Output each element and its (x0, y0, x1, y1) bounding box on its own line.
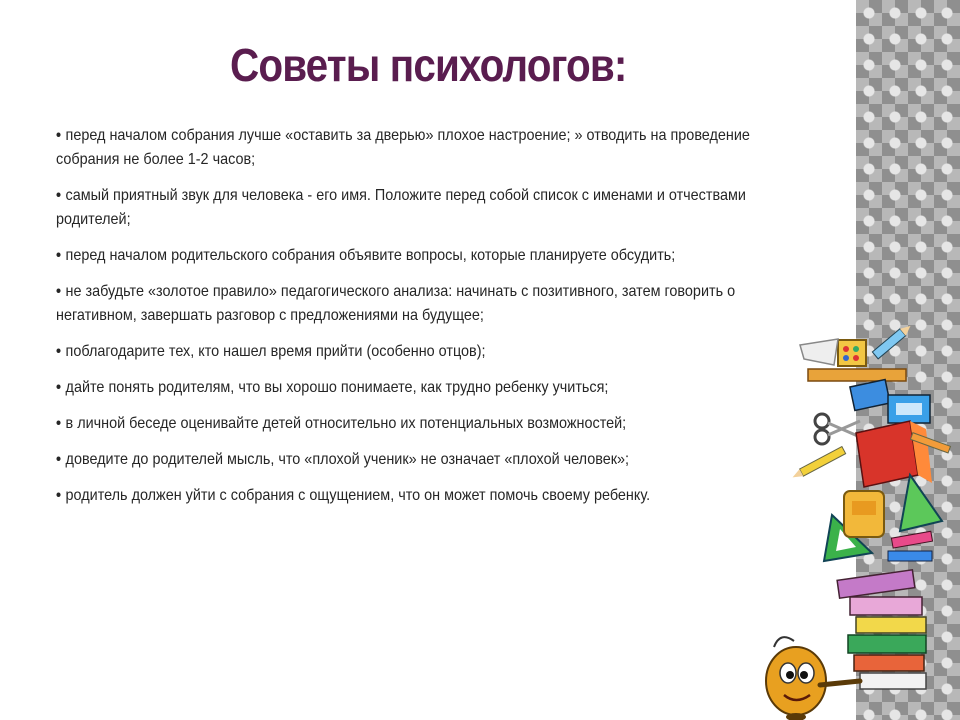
list-item (56, 184, 758, 232)
paper-roll-icon (800, 339, 838, 365)
tip-text: перед началом родительского собрания объявите вопросы, которые планируете обсудить; (65, 247, 676, 264)
tip-text: родитель должен уйти с собрания с ощущением, что он может помочь своему ребенку. (65, 487, 651, 504)
list-item (56, 376, 758, 400)
page-title: Советы психологов: (229, 39, 627, 91)
bullet-icon: • (56, 415, 62, 432)
bullet-icon: • (56, 127, 62, 144)
tip-text: поблагодарите тех, кто нашел время прийти (особенно отцов); (65, 343, 486, 360)
bullet-icon: • (56, 283, 62, 300)
tip-text: перед началом собрания лучше «оставить за дверью» плохое настроение; » отводить на проведение собрания не более 1-2 часов; (56, 127, 750, 168)
scissors-icon (815, 414, 860, 444)
tip-text: не забудьте «золотое правило» педагогического анализа: начинать с позитивного, затем говорить о негативном, завершать разговор с предложениями на будущее; (56, 283, 736, 324)
bullet-icon: • (56, 247, 62, 264)
list-item (56, 340, 758, 364)
list-item (56, 484, 758, 508)
tip-text: дайте понять родителям, что вы хорошо понимаете, как трудно ребенку учиться; (65, 379, 609, 396)
list-item (56, 280, 758, 328)
list-item (56, 244, 758, 268)
ruler-icon (808, 369, 906, 381)
tip-text: самый приятный звук для человека - его имя. Положите перед собой список с именами и отчествами родителей; (56, 187, 746, 228)
tips-list (56, 124, 750, 520)
bullet-icon: • (56, 187, 62, 204)
school-supplies-clipart-icon (760, 325, 956, 720)
tip-text: доведите до родителей мысль, что «плохой ученик» не означает «плохой человек»; (65, 451, 630, 468)
pencil-icon (872, 325, 913, 359)
bullet-icon: • (56, 487, 62, 504)
list-item (56, 124, 758, 172)
cartoon-character-icon (766, 637, 860, 720)
bullet-icon: • (56, 379, 62, 396)
list-item (56, 448, 758, 472)
book-stack-icon (837, 570, 926, 689)
tip-text: в личной беседе оценивайте детей относительно их потенциальных возможностей; (65, 415, 627, 432)
abacus-icon (838, 340, 866, 366)
bullet-icon: • (56, 343, 62, 360)
list-item (56, 412, 758, 436)
bullet-icon: • (56, 451, 62, 468)
